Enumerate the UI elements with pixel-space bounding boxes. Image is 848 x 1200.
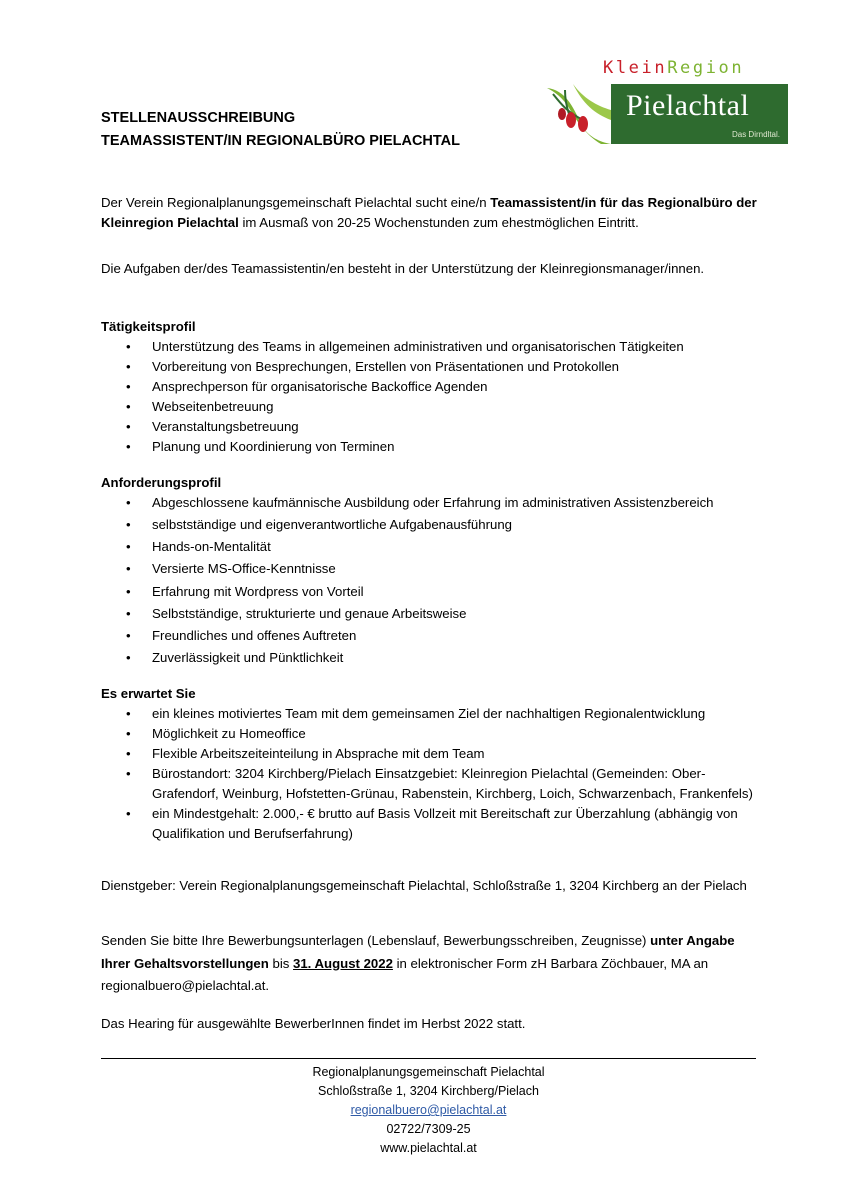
list-item: • selbstständige und eigenverantwortliche Aufgabenausführung xyxy=(101,515,761,535)
intro-paragraph xyxy=(101,193,761,233)
list-item: • Vorbereitung von Besprechungen, Erstellen von Präsentationen und Protokollen xyxy=(101,357,761,377)
bullet-list xyxy=(101,493,761,668)
logo-name: Pielachtal xyxy=(626,89,750,122)
page-title xyxy=(101,107,460,153)
bullet-icon: • xyxy=(126,517,131,533)
section-heading: Es erwartet Sie xyxy=(101,686,196,701)
list-item: • Versierte MS-Office-Kenntnisse xyxy=(101,559,761,579)
salary-requirement: unter Angabe Ihrer Gehaltsvorstellungen xyxy=(101,933,735,971)
tasks-paragraph: Die Aufgaben der/des Teamassistentin/en besteht in der Unterstützung der Kleinregionsmanager/innen. xyxy=(101,261,705,276)
title-line-1: STELLENAUSSCHREIBUNG xyxy=(101,110,296,126)
list-item: • Bürostandort: 3204 Kirchberg/Pielach Einsatzgebiet: Kleinregion Pielachtal (Gemeinden: Ober-Grafendorf, Weinburg, Hofstetten-Grünau, Rabenstein, Kirchberg, Loich, Schwarzenbach, Frankenfels) xyxy=(126,766,753,801)
bullet-icon: • xyxy=(126,649,131,665)
footer-phone: 02722/7309-25 xyxy=(386,1122,471,1136)
list-item: • Flexible Arbeitszeiteinteilung in Absprache mit dem Team xyxy=(101,744,761,764)
bullet-icon: • xyxy=(126,746,131,761)
bullet-icon: • xyxy=(126,561,131,577)
bullet-icon: • xyxy=(126,339,131,354)
footer-divider xyxy=(101,1058,756,1059)
list-item: • Ansprechperson für organisatorische Backoffice Agenden xyxy=(101,377,761,397)
list-item: • Abgeschlossene kaufmännische Ausbildung oder Erfahrung im administrativen Assistenzbereich xyxy=(101,493,761,513)
bullet-list xyxy=(101,337,761,457)
list-item: • Selbstständige, strukturierte und genaue Arbeitsweise xyxy=(101,604,761,624)
bullet-icon: • xyxy=(126,766,131,781)
intro-text-end: im Ausmaß von 20-25 Wochenstunden zum ehestmöglichen Eintritt. xyxy=(238,215,639,230)
intro-text: Der Verein Regionalplanungsgemeinschaft Pielachtal sucht eine/n xyxy=(101,195,491,210)
list-item: • Hands-on-Mentalität xyxy=(101,537,761,557)
bullet-icon: • xyxy=(126,726,131,741)
apply-paragraph: Senden Sie bitte Ihre Bewerbungsunterlagen (Lebenslauf, Bewerbungsschreiben, Zeugnisse) unter Angabe Ihrer Gehaltsvorstellungen bis 31. August 2022 in elektronischer Form zH Barbara Zöchbauer, MA an regionalbuero@pielachtal.at. xyxy=(101,933,735,993)
section-anforderungsprofil xyxy=(101,473,761,670)
bullet-icon: • xyxy=(126,539,131,555)
list-item: • ein kleines motiviertes Team mit dem gemeinsamen Ziel der nachhaltigen Regionalentwicklung xyxy=(101,704,761,724)
hearing-paragraph: Das Hearing für ausgewählte BewerberInnen findet im Herbst 2022 statt. xyxy=(101,1016,526,1031)
deadline-date: 31. August 2022 xyxy=(293,955,393,971)
footer-address: Schloßstraße 1, 3204 Kirchberg/Pielach xyxy=(318,1084,539,1098)
bullet-icon: • xyxy=(126,439,131,454)
logo-wordmark: KleinRegion xyxy=(603,58,745,78)
section-taetigkeitsprofil xyxy=(101,317,761,457)
footer-website: www.pielachtal.at xyxy=(380,1141,477,1155)
bullet-icon: • xyxy=(126,605,131,621)
list-item: • Möglichkeit zu Homeoffice xyxy=(101,724,761,744)
kleinregion-logo xyxy=(541,58,789,148)
list-item: • Erfahrung mit Wordpress von Vorteil xyxy=(101,582,761,602)
list-item: • Freundliches und offenes Auftreten xyxy=(101,626,761,646)
bullet-icon: • xyxy=(126,419,131,434)
list-item: • Planung und Koordinierung von Terminen xyxy=(101,437,761,457)
title-line-2: TEAMASSISTENT/IN REGIONALBÜRO PIELACHTAL xyxy=(101,133,461,149)
bullet-icon: • xyxy=(126,399,131,414)
employer-paragraph: Dienstgeber: Verein Regionalplanungsgemeinschaft Pielachtal, Schloßstraße 1, 3204 Kirchberg an der Pielach xyxy=(101,878,747,893)
footer-org: Regionalplanungsgemeinschaft Pielachtal xyxy=(312,1065,545,1079)
logo-green-box xyxy=(543,84,788,144)
list-item: • Unterstützung des Teams in allgemeinen administrativen und organisatorischen Tätigkeiten xyxy=(101,337,761,357)
footer-email-link[interactable]: regionalbuero@pielachtal.at xyxy=(350,1103,507,1117)
footer xyxy=(101,1063,756,1158)
logo-tagline: Das Dirndltal. xyxy=(731,130,780,139)
list-item: • Webseitenbetreuung xyxy=(101,397,761,417)
section-es-erwartet-sie xyxy=(101,684,761,844)
bullet-icon: • xyxy=(126,379,131,394)
bullet-icon: • xyxy=(126,583,131,599)
bullet-icon: • xyxy=(126,806,131,821)
bullet-list xyxy=(101,704,761,844)
bullet-icon: • xyxy=(126,359,131,374)
list-item: • ein Mindestgehalt: 2.000,- € brutto auf Basis Vollzeit mit Bereitschaft zur Überzahlung (abhängig von Qualifikation und Berufserfahrung) xyxy=(126,806,738,841)
section-heading: Tätigkeitsprofil xyxy=(101,319,196,334)
intro-position: Teamassistent/in für das Regionalbüro der Kleinregion Pielachtal xyxy=(101,195,757,230)
bullet-icon: • xyxy=(126,706,131,721)
list-item: • Veranstaltungsbetreuung xyxy=(101,417,761,437)
bullet-icon: • xyxy=(126,627,131,643)
dirndl-branch-icon xyxy=(543,84,611,144)
list-item: • Zuverlässigkeit und Pünktlichkeit xyxy=(101,648,761,668)
section-heading: Anforderungsprofil xyxy=(101,475,222,490)
bullet-icon: • xyxy=(126,495,131,510)
